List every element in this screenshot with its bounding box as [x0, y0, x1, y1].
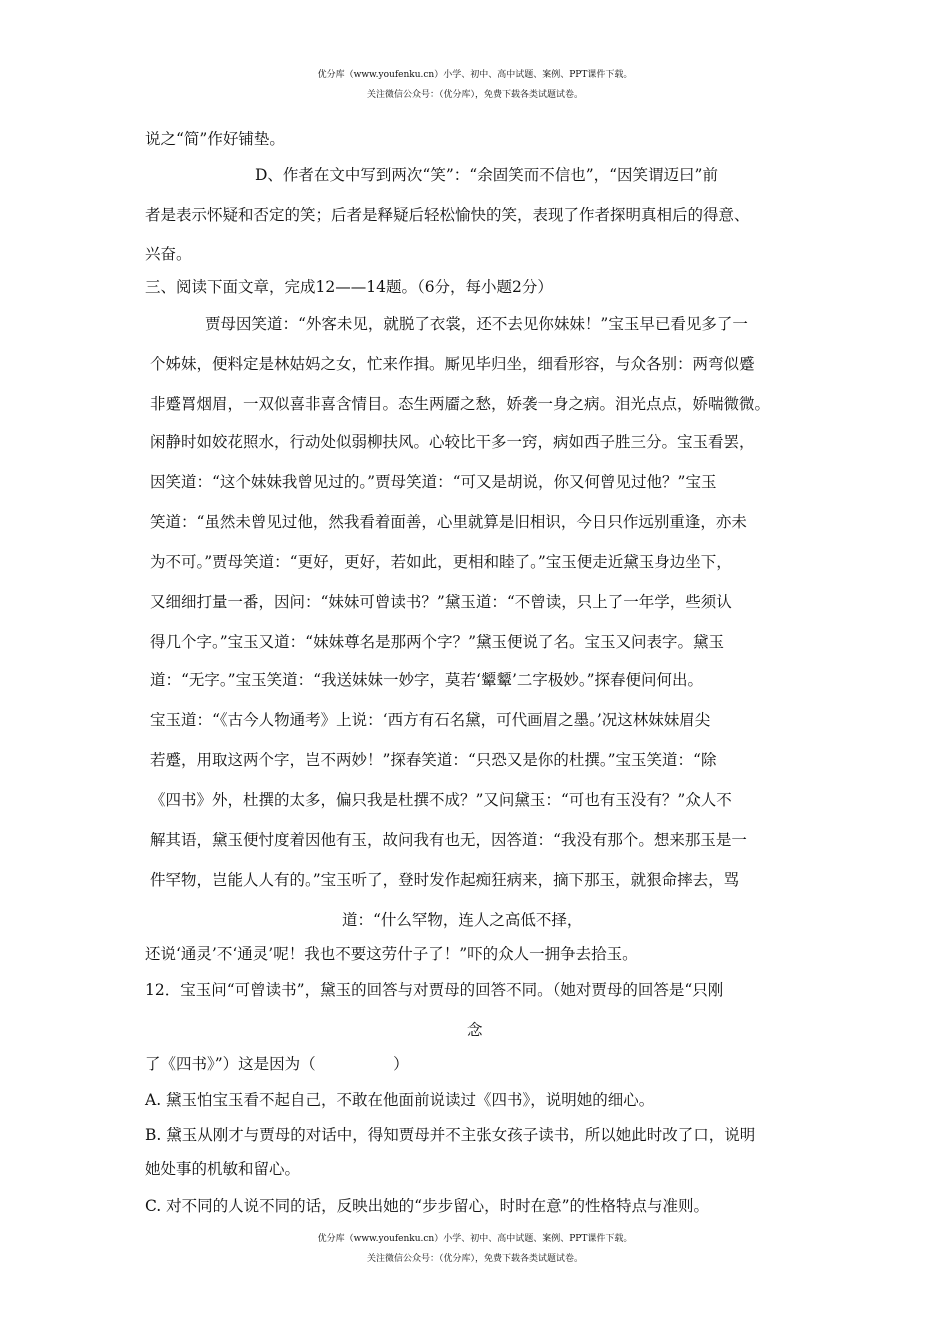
passage-line: 件罕物，岂能人人有的。”宝玉听了，登时发作起痴狂病来，摘下那玉，就狠命摔去，骂: [150, 871, 740, 889]
passage-line: 因笑道：“这个妹妹我曾见过的。”贾母笑道：“可又是胡说，你又何曾见过他？”宝玉: [150, 473, 717, 491]
question-12-option-b-line-1: B. 黛玉从刚才与贾母的对话中，得知贾母并不主张女孩子读书，所以她此时改了口，说明: [145, 1126, 756, 1144]
passage-line: 为不可。”贾母笑道：“更好，更好，若如此，更相和睦了。”宝玉便走近黛玉身边坐下，: [150, 553, 732, 571]
question-12-option-b-line-2: 她处事的机敏和留心。: [145, 1160, 301, 1178]
passage-line: 《四书》外，杜撰的太多，偏只我是杜撰不成？”又问黛玉：“可也有玉没有？”众人不: [150, 791, 732, 809]
passage-line: 还说‘通灵’不‘通灵’呢！我也不要这劳什子了！”吓的众人一拥争去拾玉。: [145, 945, 638, 963]
passage-line: 个姊妹，便料定是林姑妈之女，忙来作揖。厮见毕归坐，细看形容，与众各别：两弯似蹙: [150, 355, 755, 373]
section-heading: 三、阅读下面文章，完成12——14题。（6分，每小题2分）: [145, 278, 553, 296]
passage-line: 非蹙罥烟眉，一双似喜非喜含情目。态生两靥之愁，娇袭一身之病。泪光点点，娇喘微微。: [150, 395, 771, 413]
question-12-stem-line-1: 12．宝玉问“可曾读书”，黛玉的回答与对贾母的回答不同。（她对贾母的回答是“只刚: [145, 981, 724, 999]
passage-line: 贾母因笑道：“外客未见，就脱了衣裳，还不去见你妹妹！”宝玉早已看见多了一: [205, 315, 748, 333]
question-12-option-a: A. 黛玉怕宝玉看不起自己，不敢在他面前说读过《四书》，说明她的细心。: [145, 1091, 655, 1109]
option-d-line-3: 兴奋。: [145, 245, 192, 263]
previous-answer-ending: 说之“简”作好铺垫。: [145, 130, 285, 148]
passage-line: 道：“无字。”宝玉笑道：“我送妹妹一妙字，莫若‘颦颦’二字极妙。”探春便问何出。: [150, 671, 704, 689]
header-line-2: 关注微信公众号：（优分库），免费下载各类试题试卷。: [366, 90, 583, 100]
passage-line: 又细细打量一番，因问：“妹妹可曾读书？”黛玉道：“不曾读，只上了一年学，些须认: [150, 593, 732, 611]
passage-line: 得几个字。”宝玉又道：“妹妹尊名是那两个字？”黛玉便说了名。宝玉又问表字。黛玉: [150, 633, 725, 651]
footer-line-2: 关注微信公众号：（优分库），免费下载各类试题试卷。: [366, 1254, 583, 1264]
passage-line: 笑道：“虽然未曾见过他，然我看着面善，心里就算是旧相识，今日只作远别重逢，亦未: [150, 513, 747, 531]
question-12-option-c: C. 对不同的人说不同的话，反映出她的“步步留心，时时在意”的性格特点与准则。: [145, 1197, 710, 1215]
option-d-line-1: D、作者在文中写到两次“笑”：“余固笑而不信也”，“因笑谓迈曰”前: [255, 166, 718, 184]
passage-line: 解其语，黛玉便忖度着因他有玉，故问我有也无，因答道：“我没有那个。想来那玉是一: [150, 831, 747, 849]
passage-line: 道：“什么罕物，连人之高低不择，: [342, 911, 583, 929]
question-12-stem-line-3: 了《四书》”）这是因为（ ）: [145, 1055, 409, 1073]
footer-line-1: 优分库（www.youfenku.cn）小学、初中、高中试题、案例、PPT课件下载。: [317, 1234, 633, 1244]
passage-line: 若蹙，用取这两个字，岂不两妙！”探春笑道：“只恐又是你的杜撰。”宝玉笑道：“除: [150, 751, 717, 769]
question-12-stem-line-2: 念: [467, 1021, 483, 1039]
option-d-line-2: 者是表示怀疑和否定的笑；后者是释疑后轻松愉快的笑，表现了作者探明真相后的得意、: [145, 206, 750, 224]
passage-line: 宝玉道：“《古今人物通考》上说：‘西方有石名黛，可代画眉之墨。’况这林妹妹眉尖: [150, 711, 711, 729]
header-line-1: 优分库（www.youfenku.cn）小学、初中、高中试题、案例、PPT课件下载。: [317, 70, 633, 80]
passage-line: 闲静时如姣花照水，行动处似弱柳扶风。心较比干多一窍，病如西子胜三分。宝玉看罢，: [150, 433, 755, 451]
